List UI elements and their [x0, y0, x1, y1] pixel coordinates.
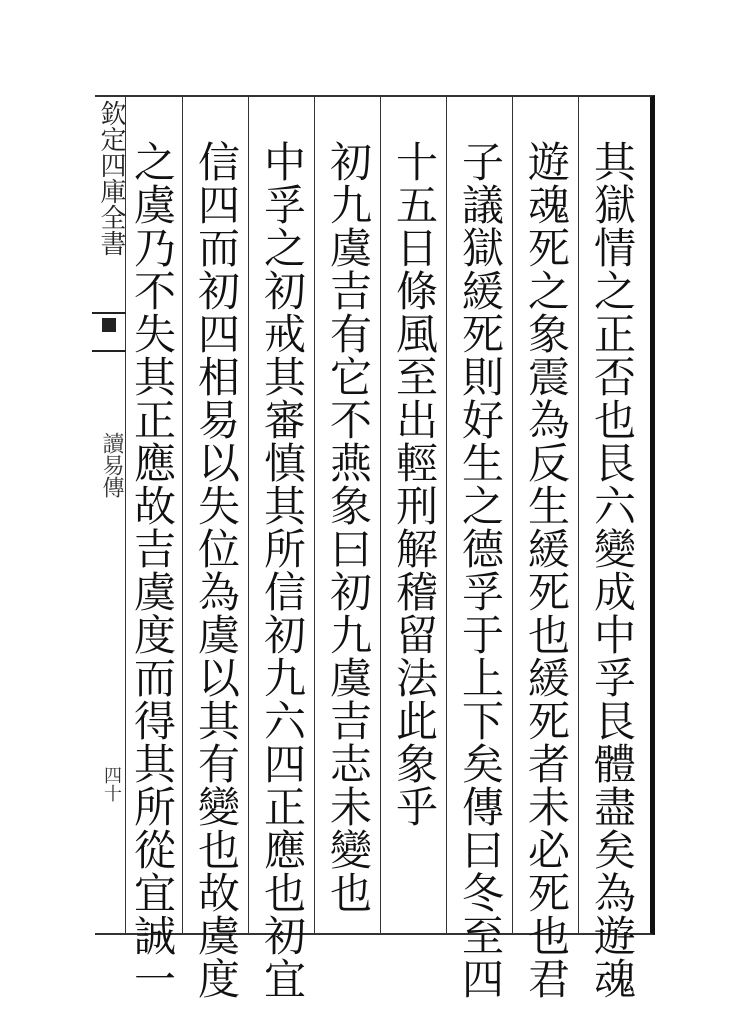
column-rule: [314, 97, 315, 933]
text-column-3: 子議獄緩死則好生之德孚于上下矣傳曰冬至四: [456, 140, 505, 1000]
column-rule: [182, 97, 183, 933]
column-rule: [248, 97, 249, 933]
text-column-1: 其獄情之正否也艮六變成中孚艮體盡矣為遊魂: [588, 140, 637, 1000]
text-column-2: 遊魂死之象震為反生緩死也緩死者未必死也君: [522, 140, 571, 1000]
column-rule: [578, 97, 579, 933]
text-column-8: 之虞乃不失其正應故吉虞度而得其所從宜誠一: [128, 140, 177, 1000]
column-rule: [380, 97, 381, 933]
fishtail-mark: [92, 312, 126, 352]
text-column-6: 中孚之初戒其審慎其所信初九六四正應也初宜: [258, 140, 307, 1000]
text-column-7: 信四而初四相易以失位為虞以其有變也故虞度: [192, 140, 241, 1000]
page-number: 四十: [101, 766, 122, 802]
chapter-title: 讀易傳: [99, 432, 124, 498]
column-rule: [512, 97, 513, 933]
book-title: 欽定四庫全書: [96, 100, 126, 256]
column-rule: [446, 97, 447, 933]
text-column-4: 十五日條風至出輕刑解稽留法此象乎: [390, 140, 439, 828]
text-column-5: 初九虞吉有它不燕象曰初九虞吉志未變也: [324, 140, 373, 914]
